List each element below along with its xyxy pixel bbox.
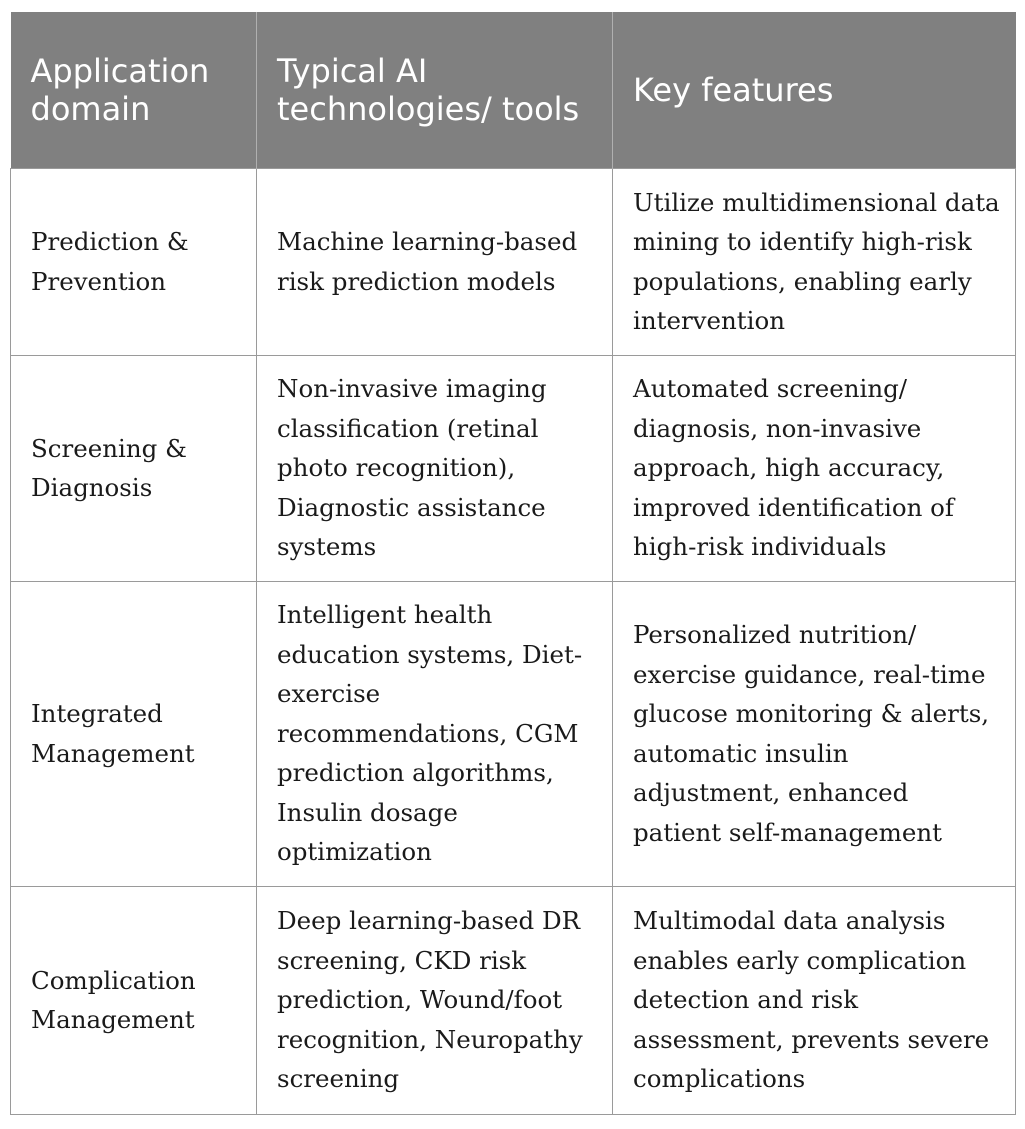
cell-features: Personalized nutrition/ exercise guidance, real-time glucose monitoring & alerts, automatic insulin adjustment, enhanced patient self-management [613,581,1016,886]
table-row [11,168,1016,355]
cell-features: Multimodal data analysis enables early complication detection and risk assessment, prevents severe complications [613,886,1016,1114]
cell-domain: Screening & Diagnosis [11,355,257,581]
ai-applications-table [10,12,1016,1115]
cell-features: Utilize multidimensional data mining to identify high-risk populations, enabling early intervention [613,168,1016,355]
header-row [11,12,1016,168]
cell-domain: Complication Management [11,886,257,1114]
cell-features: Automated screening/ diagnosis, non-invasive approach, high accuracy, improved identification of high-risk individuals [613,355,1016,581]
table-header [11,12,1016,168]
cell-tools: Intelligent health education systems, Diet-exercise recommendations, CGM prediction algorithms, Insulin dosage optimization [257,581,613,886]
table-row [11,581,1016,886]
table-row [11,355,1016,581]
table-body [11,168,1016,1114]
ai-applications-table-container [10,12,1015,1115]
header-ai-technologies: Typical AI technologies/ tools [257,12,613,168]
cell-domain: Prediction & Prevention [11,168,257,355]
cell-tools: Deep learning-based DR screening, CKD risk prediction, Wound/foot recognition, Neuropathy screening [257,886,613,1114]
cell-tools: Non-invasive imaging classification (retinal photo recognition), Diagnostic assistance systems [257,355,613,581]
header-key-features: Key features [613,12,1016,168]
cell-domain: Integrated Management [11,581,257,886]
header-application-domain: Application domain [11,12,257,168]
cell-tools: Machine learning-based risk prediction models [257,168,613,355]
table-row [11,886,1016,1114]
